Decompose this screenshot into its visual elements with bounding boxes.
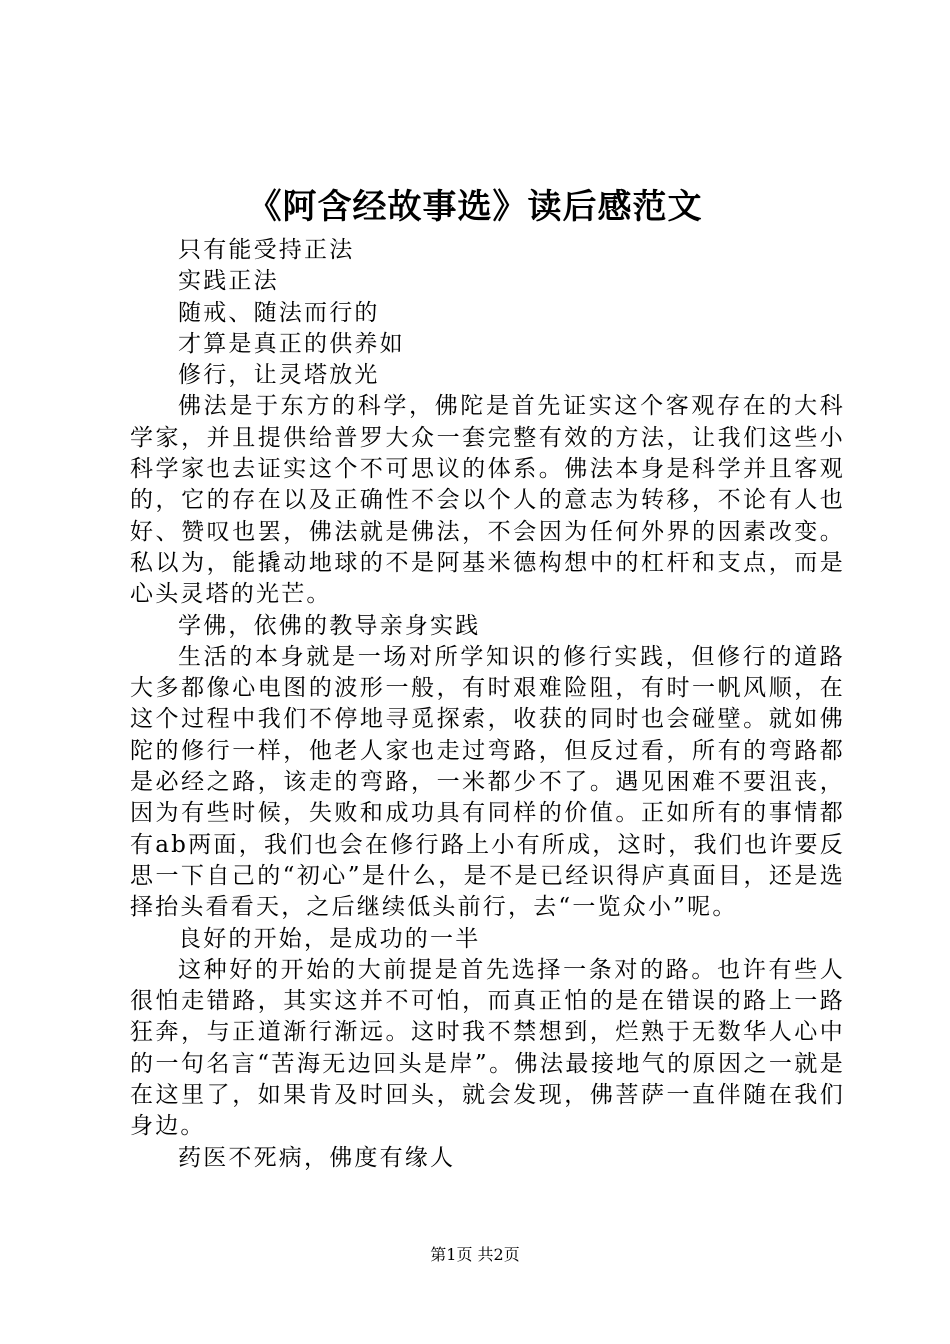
paragraph: 随戒、随法而行的 xyxy=(178,299,380,326)
paragraph: 实践正法 xyxy=(178,268,279,295)
paragraph: 生活的本身就是一场对所学知识的修行实践，但修行的道路大多都像心电图的波形一般，有时艰难险阻，有时一帆风顺，在这个过程中我们不停地寻觅探索，收获的同时也会碰壁。就如佛陀的修行一样，他老人家也走过弯路，但反过看，所有的弯路都是必经之路，该走的弯路，一米都少不了。遇见困难不要沮丧，因为有些时候，失败和成功具有同样的价值。正如所有的事情都有ab两面，我们也会在修行路上小有所成，这时，我们也许要反思一下自己的“初心”是什么，是不是已经识得庐真面目，还是选择抬头看看天，之后继续低头前行，去“一览众小”呢。 xyxy=(130,643,845,921)
paragraph: 才算是真正的供养如 xyxy=(178,330,405,357)
paragraph: 只有能受持正法 xyxy=(178,237,355,263)
paragraph: 佛法是于东方的科学，佛陀是首先证实这个客观存在的大科学家，并且提供给普罗大众一套完整有效的方法，让我们这些小科学家也去证实这个不可思议的体系。佛法本身是科学并且客观的，它的存在以及正确性不会以个人的意志为转移，不论有人也好、赞叹也罢，佛法就是佛法，不会因为任何外界的因素改变。私以为，能撬动地球的不是阿基米德构想中的杠杆和支点，而是心头灵塔的光芒。 xyxy=(130,393,845,608)
document-body xyxy=(130,235,845,1174)
document-title: 《阿含经故事选》读后感范文 xyxy=(247,187,703,227)
section-heading: 修行，让灵塔放光 xyxy=(178,362,380,389)
section-heading: 良好的开始，是成功的一半 xyxy=(178,925,481,952)
section-heading: 学佛，依佛的教导亲身实践 xyxy=(178,612,481,639)
paragraph: 这种好的开始的大前提是首先选择一条对的路。也许有些人很怕走错路，其实这并不可怕，而真正怕的是在错误的路上一路狂奔，与正道渐行渐远。这时我不禁想到，烂熟于无数华人心中的一句名言“苦海无边回头是岸”。佛法最接地气的原因之一就是在这里了，如果肯及时回头，就会发现，佛菩萨一直伴随在我们身边。 xyxy=(130,956,845,1140)
section-heading: 药医不死病，佛度有缘人 xyxy=(178,1144,456,1171)
page-footer: 第1页 共2页 xyxy=(430,1245,520,1264)
